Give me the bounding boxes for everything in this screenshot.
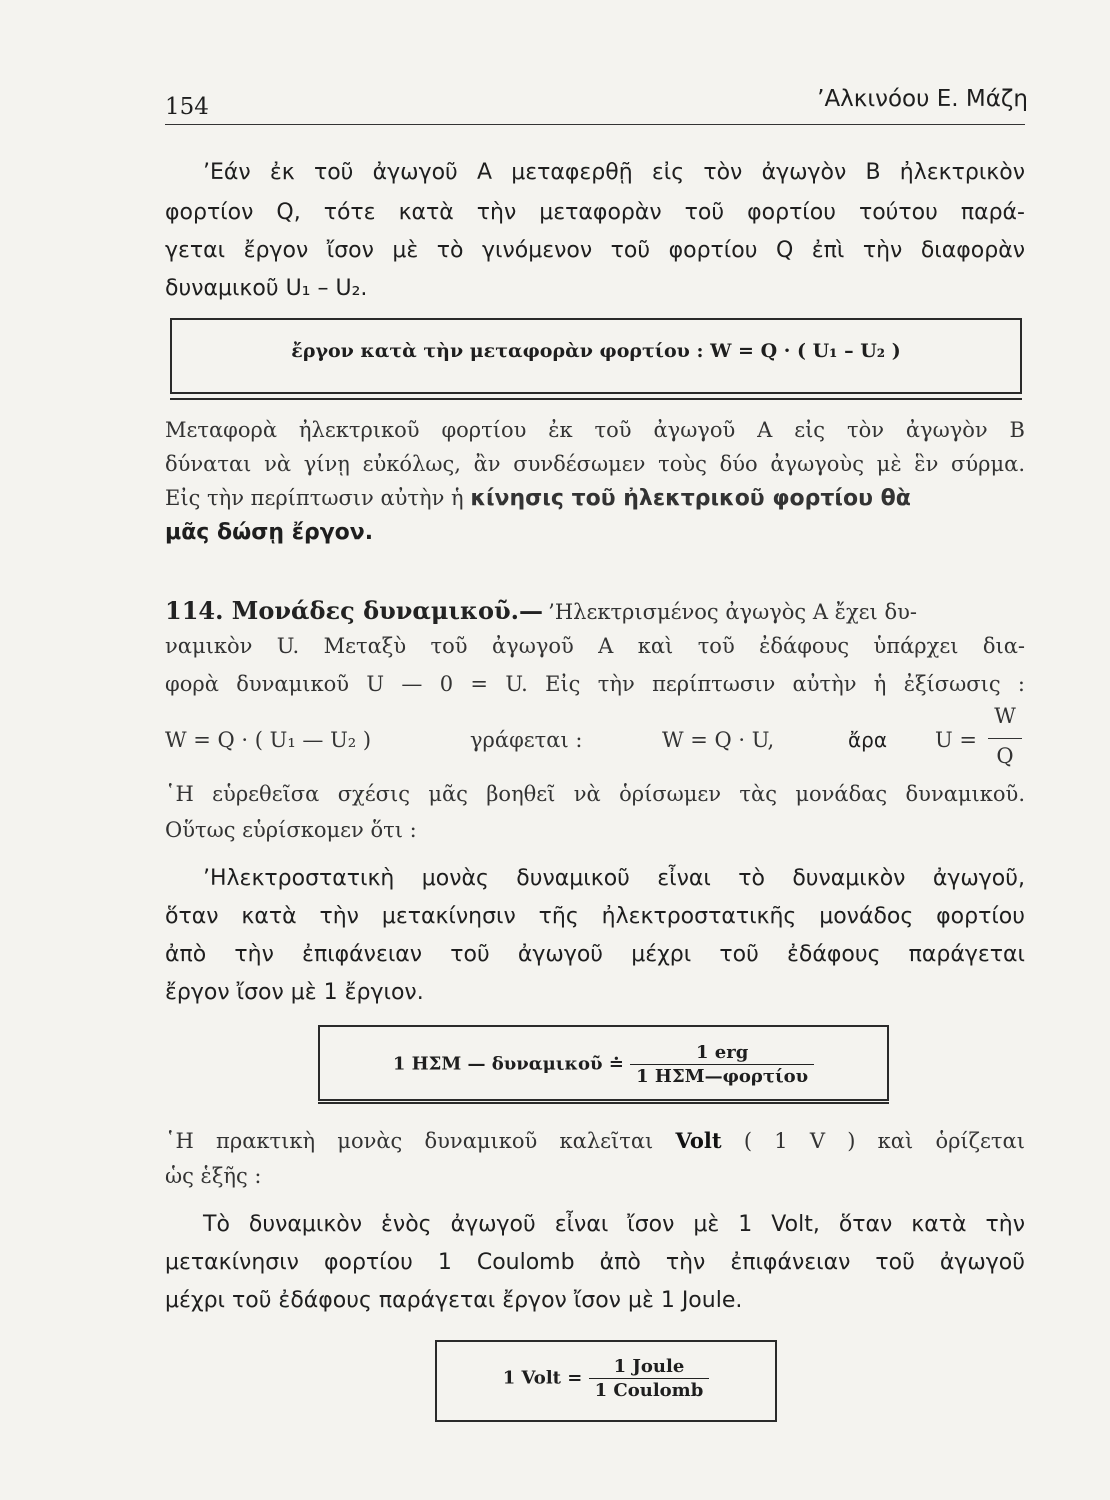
section-line2: ναμικὸν U. Μεταξὺ τοῦ ἀγωγοῦ Α καὶ τοῦ ἐδάφους ὑπάρχει δια-: [165, 634, 1025, 658]
para2-line4-bold: μᾶς δώσῃ ἔργον.: [165, 520, 374, 545]
para2-line3: [165, 486, 1025, 511]
formula-esu-denominator: 1 ΗΣΜ—φορτίου: [636, 1066, 809, 1087]
section-line5: ῾Η εὑρεθεῖσα σχέσις μᾶς βοηθεῖ νὰ ὁρίσωμεν τὰς μονάδας δυναμικοῦ.: [165, 782, 1025, 806]
equation-potential-num: W: [994, 704, 1016, 728]
equation-written-as: γράφεται :: [470, 728, 583, 752]
formula-box-underline: [170, 398, 1022, 400]
para3-line2: ὡς ἑξῆς :: [165, 1164, 262, 1188]
definition1-line3: ἀπὸ τὴν ἐπιφάνειαν τοῦ ἀγωγοῦ μέχρι τοῦ ἐδάφους παράγεται: [165, 942, 1025, 967]
definition1-line2: ὅταν κατὰ τὴν μετακίνησιν τῆς ἠλεκτροστατικῆς μονάδος φορτίου: [165, 904, 1025, 929]
definition1-line1: ’Ηλεκτροστατικὴ μονὰς δυναμικοῦ εἶναι τὸ δυναμικὸν ἀγωγοῦ,: [203, 866, 1025, 891]
para1-line1: ’Εάν ἐκ τοῦ ἀγωγοῦ Α μεταφερθῇ εἰς τὸν ἀγωγὸν Β ἠλεκτρικὸν: [203, 160, 1025, 185]
equation-hence: ἄρα: [848, 728, 888, 752]
formula-box-volt: [435, 1340, 777, 1422]
para3-line1: [165, 1128, 1025, 1153]
formula-volt-numerator: 1 Joule: [589, 1356, 710, 1379]
section-heading: 114. Μονάδες δυναμικοῦ.—: [165, 596, 544, 625]
para1-line4: δυναμικοῦ U₁ – U₂.: [165, 276, 368, 301]
para2-line1: Μεταφορὰ ἠλεκτρικοῦ φορτίου ἐκ τοῦ ἀγωγοῦ Α εἰς τὸν ἀγωγὸν Β: [165, 418, 1025, 442]
para2-line3-bold: κίνησις τοῦ ἠλεκτρικοῦ φορτίου θὰ: [470, 486, 911, 511]
formula-box-esu-potential: [318, 1025, 889, 1101]
formula-volt: [437, 1356, 775, 1401]
section-line3: φορὰ δυναμικοῦ U — 0 = U. Εἰς τὴν περίπτωσιν αὐτὴν ἡ ἐξίσωσις :: [165, 672, 1025, 696]
para3-line1-a: ῾Η πρακτικὴ μονὰς δυναμικοῦ καλεῖται: [165, 1129, 654, 1153]
para2-line3-plain: Εἰς τὴν περίπτωσιν αὐτὴν ἡ: [165, 486, 464, 510]
section-114-first-line: [165, 596, 1025, 625]
definition1-line4: ἔργον ἴσον μὲ 1 ἔργιον.: [165, 980, 424, 1005]
para2-line2: δύναται νὰ γίνῃ εὐκόλως, ἂν συνδέσωμεν τοὺς δύο ἀγωγοὺς μὲ ἓν σύρμα.: [165, 452, 1025, 476]
section-line6: Οὕτως εὑρίσκομεν ὅτι :: [165, 818, 417, 842]
para1-line2: φορτίον Q, τότε κατὰ τὴν μεταφορὰν τοῦ φορτίου τούτου παρά-: [165, 200, 1025, 225]
equation-potential-lhs: U =: [935, 728, 977, 752]
formula-esu-fraction: [630, 1042, 814, 1087]
fraction-bar: [988, 738, 1022, 739]
definition2-line1: Τὸ δυναμικὸν ἑνὸς ἀγωγοῦ εἶναι ἴσον μὲ 1 Volt, ὅταν κατὰ τὴν: [203, 1212, 1025, 1237]
formula-volt-denominator: 1 Coulomb: [594, 1380, 704, 1401]
header-rule: [165, 124, 1025, 125]
definition2-line3: μέχρι τοῦ ἐδάφους παράγεται ἔργον ἴσον μὲ 1 Joule.: [165, 1288, 743, 1313]
para3-line1-b: ( 1 V ) καὶ ὁρίζεται: [743, 1129, 1025, 1153]
formula-work-transfer: ἔργον κατὰ τὴν μεταφορὰν φορτίου : W = Q · ( U₁ – U₂ ): [291, 340, 901, 362]
equation-work: W = Q · ( U₁ — U₂ ): [165, 728, 372, 752]
equation-work-simplified: W = Q · U,: [662, 728, 775, 752]
section-line1-rest: ’Ηλεκτρισμένος ἀγωγὸς Α ἔχει δυ-: [548, 600, 917, 624]
formula-esu-lhs: 1 ΗΣΜ — δυναμικοῦ ≐: [392, 1053, 624, 1075]
formula-esu-numerator: 1 erg: [630, 1042, 814, 1065]
formula-box-work: [170, 318, 1022, 394]
page-number: 154: [165, 94, 209, 120]
para3-line1-volt: Volt: [675, 1128, 722, 1153]
para1-line3: γεται ἔργον ἴσον μὲ τὸ γινόμενον τοῦ φορτίου Q ἐπὶ τὴν διαφορὰν: [165, 238, 1025, 263]
running-header-author: ’Αλκινόου Ε. Μάζη: [817, 86, 1028, 112]
definition2-line2: μετακίνησιν φορτίου 1 Coulomb ἀπὸ τὴν ἐπιφάνειαν τοῦ ἀγωγοῦ: [165, 1250, 1025, 1275]
formula-volt-lhs: 1 Volt =: [502, 1367, 583, 1389]
formula-box-underline: [318, 1102, 889, 1104]
formula-esu-potential: [320, 1042, 887, 1087]
equation-potential-den: Q: [996, 744, 1014, 768]
formula-volt-fraction: [589, 1356, 710, 1401]
